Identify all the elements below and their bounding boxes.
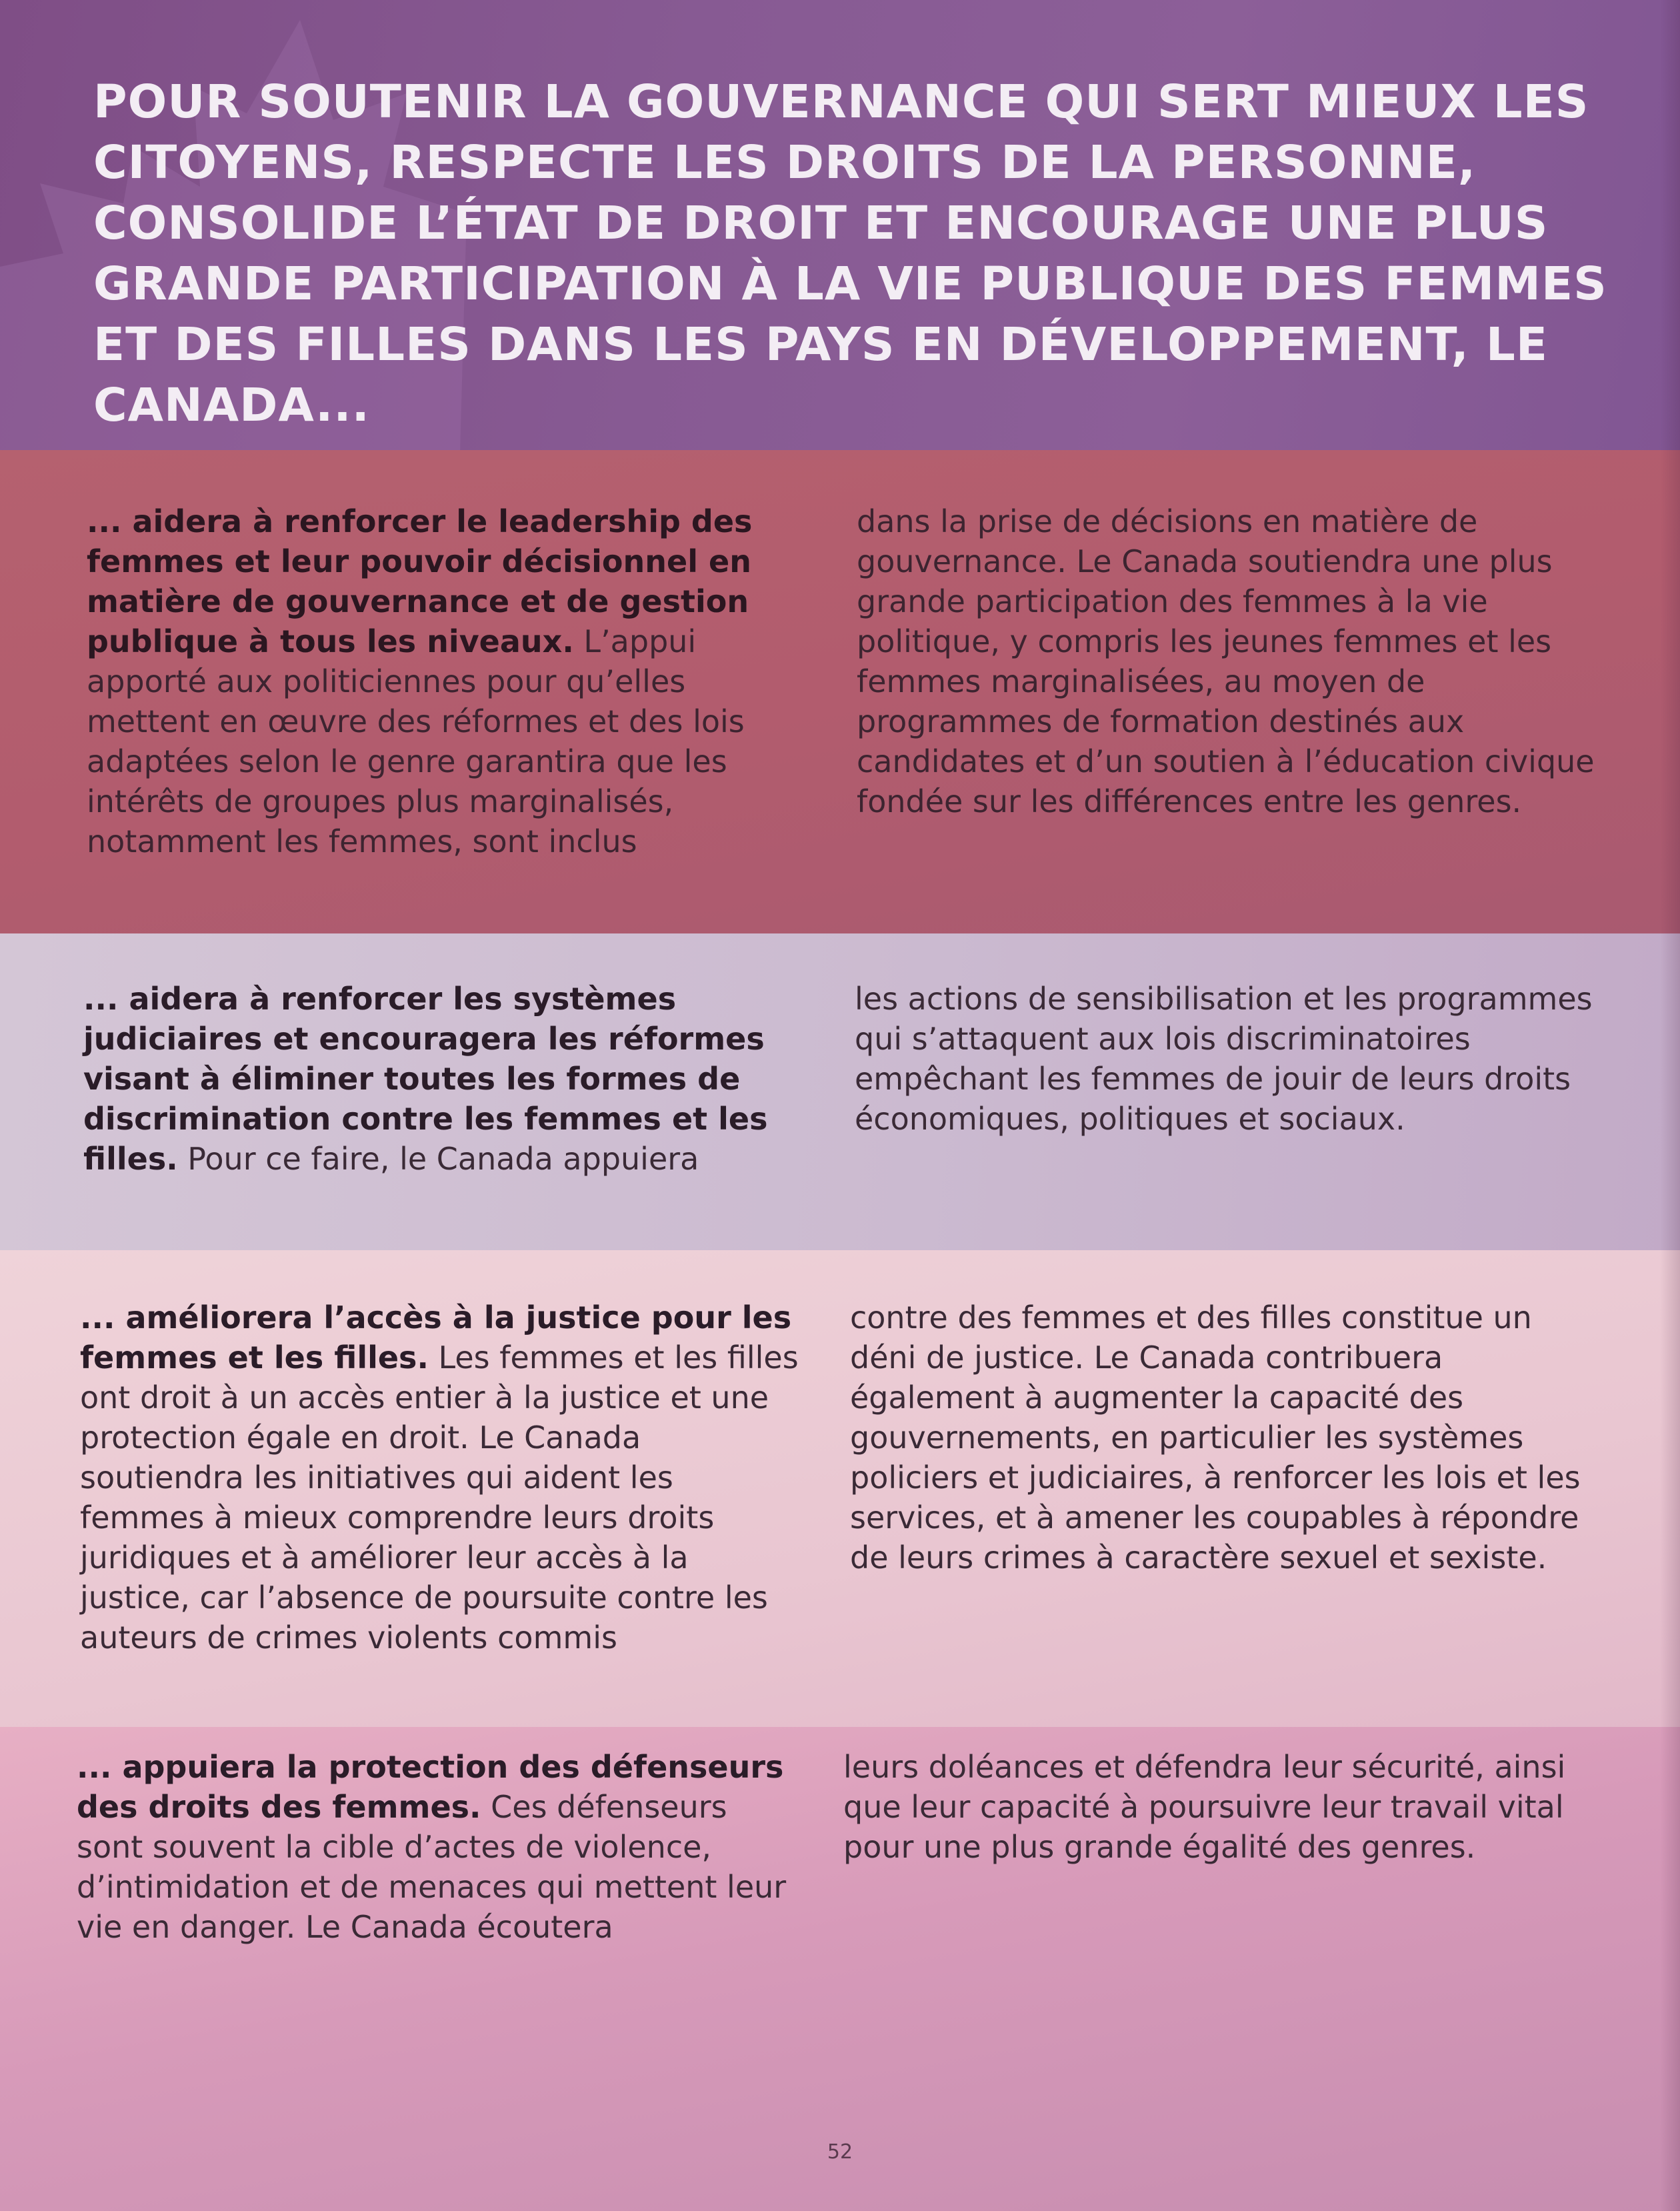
section-body-left: Ces défenseurs sont souvent la cible d’actes de violence, d’intimidation et de menaces qui mettent leur vie en danger. Le Canada écoutera: [77, 1789, 787, 1945]
section-lead: ... appuiera la protection des défenseurs des droits des femmes.: [77, 1749, 784, 1825]
section-body-left: Les femmes et les filles ont droit à un accès entier à la justice et une protection égale en droit. Le Canada soutiendra les initiatives qui aident les femmes à mieux comprendre leurs droits juridiques et à améliorer leur accès à la justice, car l’absence de poursuite contre les auteurs de crimes violents commis: [80, 1340, 799, 1656]
page-number: 52: [827, 2140, 853, 2164]
section-left-column: [80, 1298, 803, 1658]
section-lead: ... aidera à renforcer les systèmes judiciaires et encouragera les réformes visant à éliminer toutes les formes de discrimination contre les femmes et les filles.: [83, 981, 768, 1177]
page-edge-shadow: [1660, 0, 1680, 2211]
section-lead: ... améliorera l’accès à la justice pour les femmes et les filles.: [80, 1300, 792, 1376]
section-right-column: leurs doléances et défendra leur sécurité, ainsi que leur capacité à poursuivre leur travail vital pour une plus grande égalité des genres.: [843, 1749, 1566, 1865]
section-right-column: les actions de sensibilisation et les programmes qui s’attaquent aux lois discriminatoires empêchant les femmes de jouir de leurs droits économiques, politiques et sociaux.: [855, 981, 1593, 1137]
section-left-column: [83, 979, 807, 1179]
section-lead: ... aidera à renforcer le leadership des femmes et leur pouvoir décisionnel en matière de gouvernance et de gestion publique à tous les niveaux.: [87, 503, 753, 659]
headline: POUR SOUTENIR LA GOUVERNANCE QUI SERT MIEUX LES CITOYENS, RESPECTE LES DROITS DE LA PERSONNE, CONSOLIDE L’ÉTAT DE DROIT ET ENCOURAGE UNE PLUS GRANDE PARTICIPATION À LA VIE PUBLIQUE DES FEMMES ET DES FILLES DANS LES PAYS EN DÉVELOPPEMENT, LE CANADA...: [93, 75, 1607, 432]
section-right-column: contre des femmes et des filles constitue un déni de justice. Le Canada contribuera également à augmenter la capacité des gouvernements, en particulier les systèmes policiers et judiciaires, à renforcer les lois et les services, et à amener les coupables à répondre de leurs crimes à caractère sexuel et sexiste.: [850, 1300, 1581, 1576]
header-band: [0, 0, 1680, 450]
section-right-column: dans la prise de décisions en matière de gouvernance. Le Canada soutiendra une plus grande participation des femmes à la vie politique, y compris les jeunes femmes et les femmes marginalisées, au moyen de programmes de formation destinés aux candidates et d’un soutien à l’éducation civique fondée sur les différences entre les genres.: [857, 503, 1595, 819]
section-body-left: L’appui apporté aux politiciennes pour qu’elles mettent en œuvre des réformes et des lois adaptées selon le genre garantira que les intérêts de groupes plus marginalisés, notamment les femmes, sont inclus: [87, 623, 745, 859]
section-left-column: [77, 1747, 800, 1947]
section-body-left: Pour ce faire, le Canada appuiera: [177, 1141, 699, 1177]
section-left-column: [87, 501, 810, 861]
